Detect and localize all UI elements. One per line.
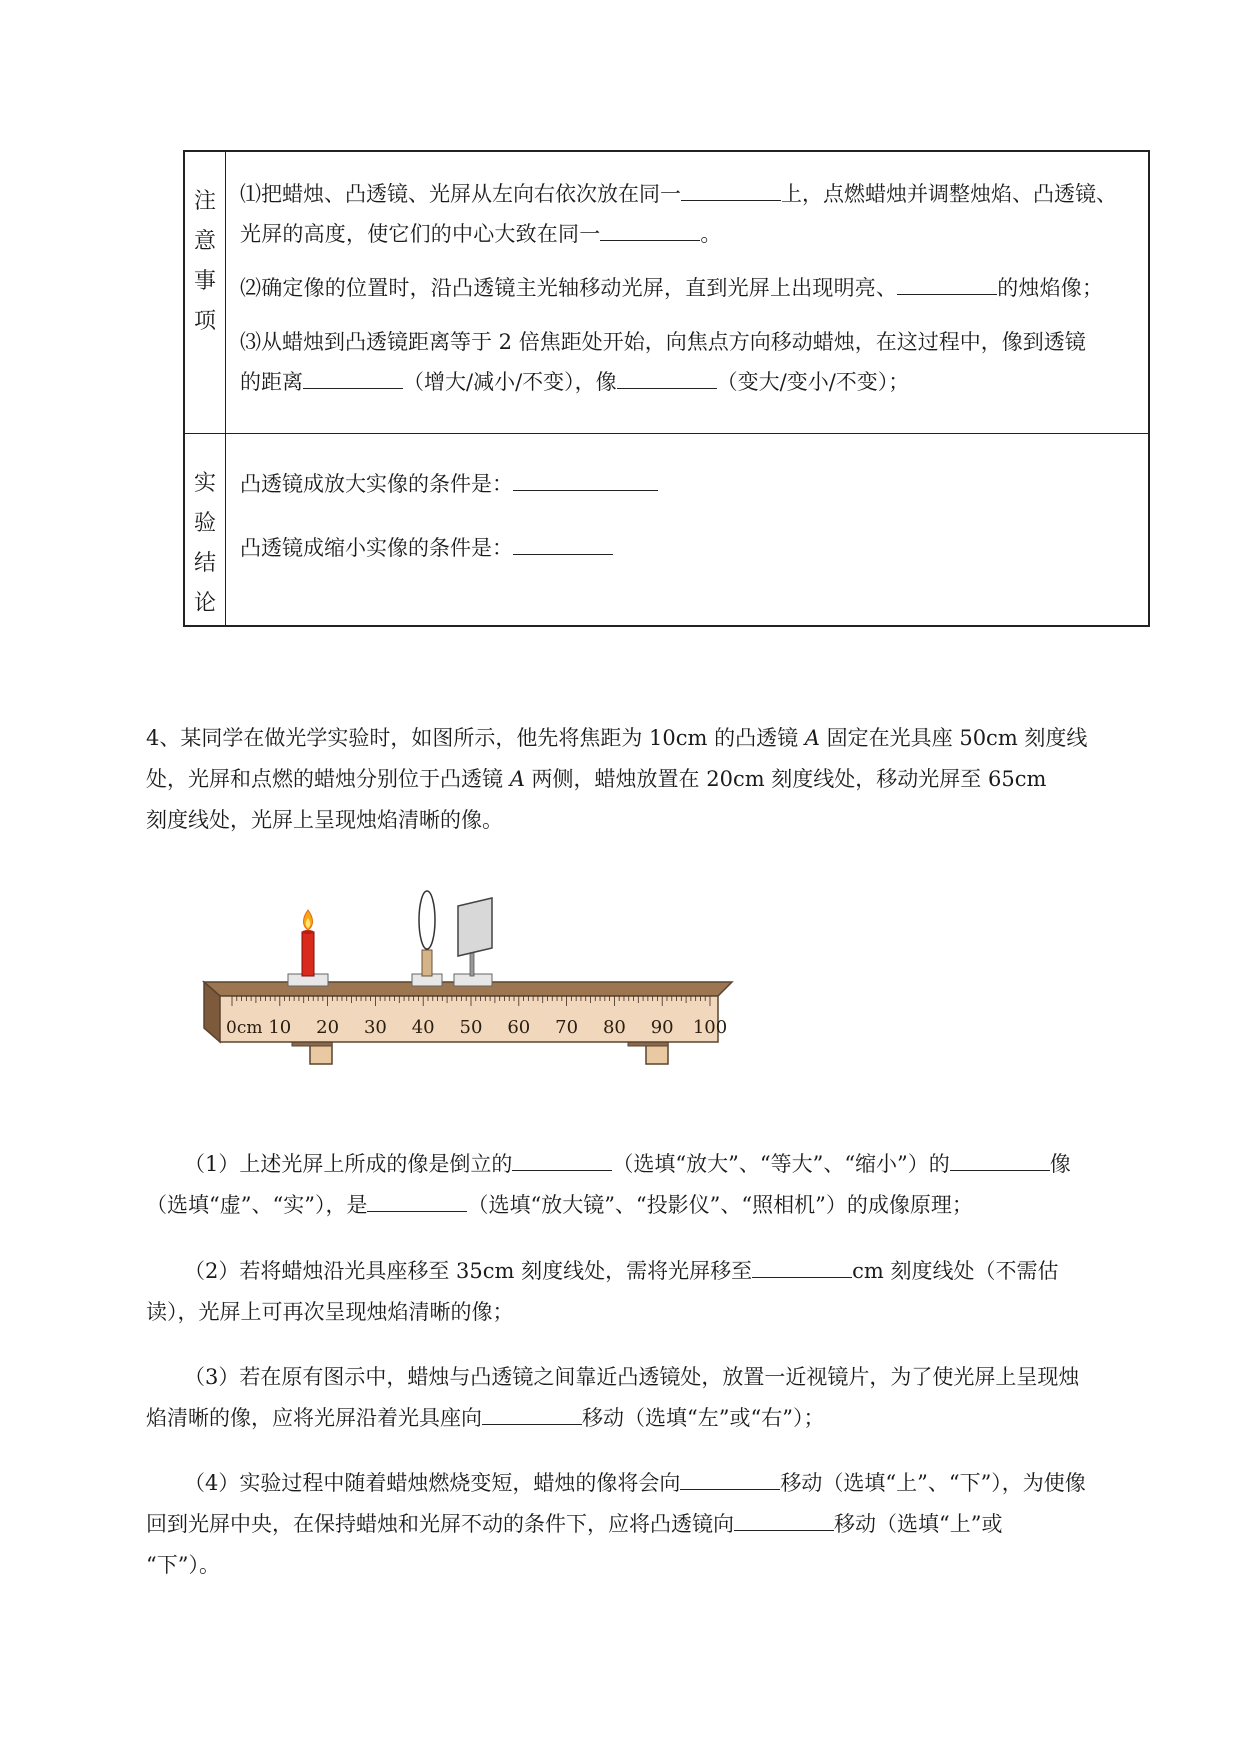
table-row-conclusion: [184, 434, 1149, 627]
answer-blank[interactable]: [367, 1187, 467, 1212]
sub-question-4-text: 回到光屏中央，在保持蜡烛和光屏不动的条件下，应将凸透镜向: [146, 1512, 734, 1536]
conclusion-2-text: 凸透镜成缩小实像的条件是：: [240, 536, 513, 560]
note-2-text: ⑵确定像的位置时，沿凸透镜主光轴移动光屏，直到光屏上出现明亮、: [240, 276, 898, 300]
table-row-notes: [184, 151, 1149, 434]
conclusion-1-text: 凸透镜成放大实像的条件是：: [240, 472, 513, 496]
sub-question-2-text: （2）若将蜡烛沿光具座移至 35cm 刻度线处，需将光屏移至: [184, 1259, 753, 1283]
note-1-text: 光屏的高度，使它们的中心大致在同一: [240, 222, 601, 246]
note-2-text: 的烛焰像；: [997, 276, 1104, 300]
note-1-cont: [240, 214, 1148, 254]
sub-question-4-text: 移动（选填“上”、“下”），为使像: [780, 1471, 1086, 1495]
note-3-cont: [240, 362, 1148, 402]
light-screen: [454, 898, 492, 986]
sub-question-1-text: （选填“放大”、“等大”、“缩小”）的: [612, 1152, 950, 1176]
lens-label: A: [509, 767, 525, 791]
candle: [288, 910, 328, 986]
answer-blank[interactable]: [617, 364, 717, 389]
question-4-text: 两侧，蜡烛放置在 20cm 刻度线处，移动光屏至 65cm: [531, 767, 1047, 791]
sub-question-2-line: [146, 1251, 1146, 1292]
sub-question-2-text: cm 刻度线处（不需估: [852, 1259, 1059, 1283]
answer-blank[interactable]: [897, 270, 997, 295]
sub-question-3-text: 移动（选填“左”或“右”）；: [582, 1406, 825, 1430]
note-2: [240, 268, 1148, 308]
conclusion-2: [240, 528, 1148, 568]
note-3-text: （增大/减小/不变），像: [403, 370, 617, 394]
question-4-text: 4、某同学在做光学实验时，如图所示，他先将焦距为 10cm 的凸透镜: [146, 726, 799, 750]
sub-question-3-text: （3）若在原有图示中，蜡烛与凸透镜之间靠近凸透镜处，放置一近视镜片，为了使光屏上呈现烛: [184, 1365, 1080, 1389]
sub-question-2-line: [146, 1292, 1146, 1333]
scale-label: 30: [363, 1017, 387, 1038]
answer-blank[interactable]: [512, 1146, 612, 1171]
lens-label: A: [804, 726, 820, 750]
sub-question-4-text: 移动（选填“上”或: [834, 1512, 1003, 1536]
sub-question-3: [146, 1357, 1146, 1439]
scale-label: 70: [555, 1017, 579, 1038]
answer-blank[interactable]: [734, 1506, 834, 1531]
question-4-line: [146, 800, 1156, 841]
sub-question-4-line: [146, 1463, 1146, 1504]
lens-stand: [422, 950, 432, 976]
sub-question-1-line: [146, 1185, 1146, 1226]
question-4-text: 刻度线处，光屏上呈现烛焰清晰的像。: [146, 808, 503, 832]
notes-header-char: 注: [193, 189, 216, 214]
sub-question-4-line: [146, 1504, 1146, 1545]
notes-header-char: 意: [193, 229, 216, 254]
sub-question-4-line: [146, 1545, 1146, 1586]
notes-header: [184, 151, 226, 434]
scale-label: 10: [268, 1017, 292, 1038]
note-3: [240, 322, 1148, 362]
conclusion-header-char: 验: [193, 511, 216, 536]
answer-blank[interactable]: [482, 1400, 582, 1425]
question-4-line: [146, 718, 1156, 759]
scale-label: 90: [650, 1017, 674, 1038]
note-1-text: ⑴把蜡烛、凸透镜、光屏从左向右依次放在同一: [240, 182, 681, 206]
conclusion-1: [240, 464, 1148, 504]
sub-question-2-text: 读），光屏上可再次呈现烛焰清晰的像；: [146, 1300, 514, 1324]
answer-blank[interactable]: [513, 530, 613, 555]
question-4: [146, 718, 1156, 841]
notes-header-char: 项: [193, 309, 216, 334]
answer-blank[interactable]: [950, 1146, 1050, 1171]
conclusion-content: [226, 434, 1150, 627]
scale-label: 100: [692, 1017, 728, 1038]
answer-blank[interactable]: [680, 1465, 780, 1490]
note-1-text: 上，点燃蜡烛并调整烛焰、凸透镜、: [781, 182, 1117, 206]
note-3-text: ⑶从蜡烛到凸透镜距离等于 2 倍焦距处开始，向焦点方向移动蜡烛，在这过程中，像到透镜: [240, 330, 1086, 354]
note-3-text: （变大/变小/不变）；: [716, 370, 910, 394]
sub-question-3-line: [146, 1398, 1146, 1439]
answer-blank[interactable]: [513, 466, 658, 491]
sub-question-3-line: [146, 1357, 1146, 1398]
sub-question-1-text: （选填“放大镜”、“投影仪”、“照相机”）的成像原理；: [467, 1193, 973, 1217]
candle-body: [302, 932, 314, 976]
scale-label: 20: [316, 1017, 340, 1038]
note-1-text: 。: [700, 222, 722, 246]
scale-label: 60: [507, 1017, 531, 1038]
screen-panel: [458, 898, 492, 956]
notes-header-char: 事: [193, 269, 216, 294]
note-1: [240, 174, 1148, 214]
question-4-line: [146, 759, 1156, 800]
scale-label: 50: [459, 1017, 483, 1038]
question-4-text: 处，光屏和点燃的蜡烛分别位于凸透镜: [146, 767, 503, 791]
sub-question-2: [146, 1251, 1146, 1333]
convex-lens: [412, 891, 442, 986]
optical-bench-figure: [198, 890, 738, 1080]
sub-question-4: [146, 1463, 1146, 1586]
sub-question-1-text: 像: [1049, 1152, 1071, 1176]
question-4-text: 固定在光具座 50cm 刻度线: [826, 726, 1088, 750]
conclusion-header: [184, 434, 226, 627]
conclusion-header-char: 论: [193, 591, 216, 616]
scale-label: 40: [411, 1017, 435, 1038]
sub-question-1: [146, 1144, 1146, 1226]
experiment-table: [183, 150, 1150, 627]
scale-label: 80: [602, 1017, 626, 1038]
sub-question-3-text: 焰清晰的像，应将光屏沿着光具座向: [146, 1406, 482, 1430]
sub-question-4-text: （4）实验过程中随着蜡烛燃烧变短，蜡烛的像将会向: [184, 1471, 681, 1495]
notes-content: [226, 151, 1150, 434]
conclusion-header-char: 实: [193, 471, 216, 496]
answer-blank[interactable]: [600, 216, 700, 241]
note-3-text: 的距离: [240, 370, 303, 394]
sub-question-1-text: （选填“虚”、“实”），是: [146, 1193, 368, 1217]
answer-blank[interactable]: [303, 364, 403, 389]
answer-blank[interactable]: [752, 1253, 852, 1278]
scale-label: 0cm: [226, 1018, 263, 1038]
sub-question-1-line: [146, 1144, 1146, 1185]
lens-glass: [419, 891, 435, 949]
answer-blank[interactable]: [681, 176, 781, 201]
conclusion-header-char: 结: [193, 551, 216, 576]
sub-question-1-text: （1）上述光屏上所成的像是倒立的: [184, 1152, 513, 1176]
sub-question-4-text: “下”）。: [146, 1553, 220, 1577]
